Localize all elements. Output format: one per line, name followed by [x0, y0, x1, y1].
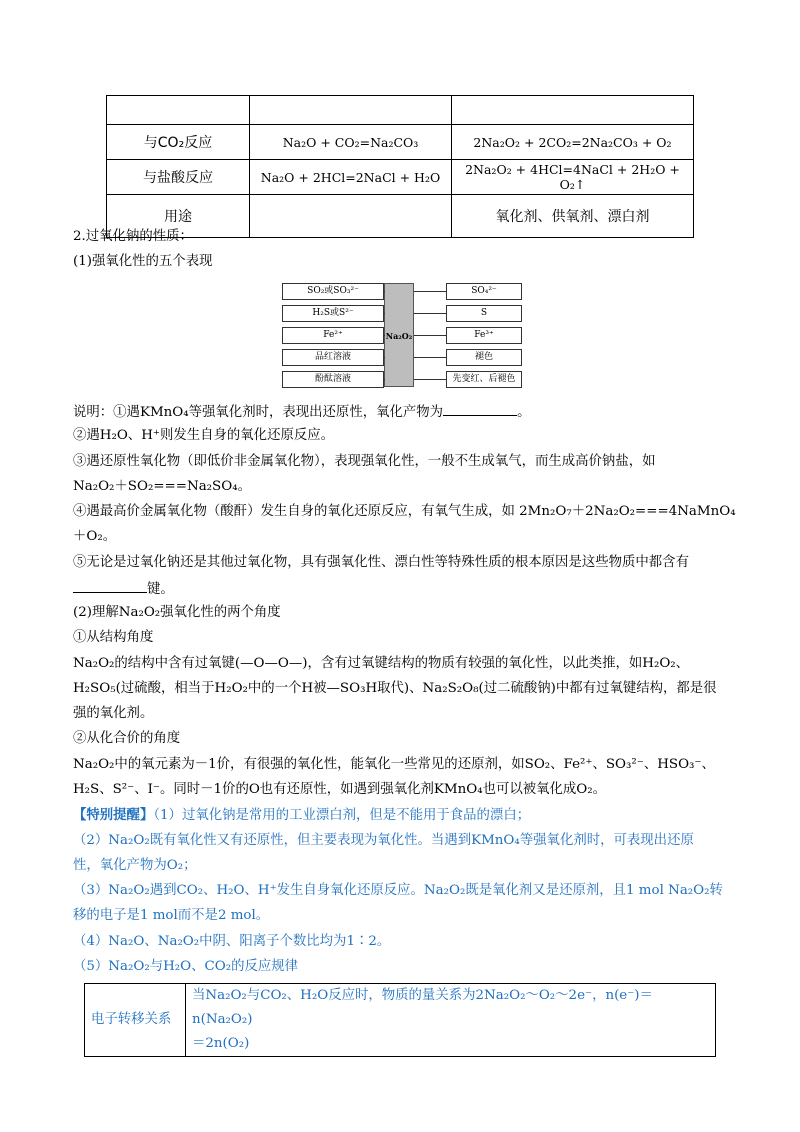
table-cell — [186, 984, 716, 1057]
table-cell — [452, 96, 694, 125]
note-text: 键。 — [147, 582, 174, 597]
paragraph-line: H₂S、S²⁻、I⁻。同时－1价的O也有还原性，如遇到强氧化剂KMnO₄也可以被氧化成O₂。 — [73, 782, 607, 797]
paragraph-line: 强的氧化剂。 — [73, 706, 154, 721]
table-row — [107, 160, 694, 195]
table-cell: 用途 — [107, 195, 250, 238]
table-cell: Na₂O + 2HCl=2NaCl + H₂O — [250, 160, 452, 195]
fill-blank — [443, 401, 517, 416]
diagram-right-box: 褪色 — [446, 349, 522, 366]
note-text: 。 — [517, 405, 531, 420]
table-row — [107, 125, 694, 160]
paragraph-heading: ①从结构角度 — [73, 630, 154, 645]
electron-transfer-table — [84, 983, 716, 1057]
diagram-right-box: S — [446, 305, 522, 322]
table-row — [107, 96, 694, 125]
diagram-left-box: SO₂或SO₃²⁻ — [282, 283, 384, 300]
oxidation-diagram — [282, 283, 522, 387]
diagram-right-box: 先变红、后褪色 — [446, 371, 522, 388]
diagram-center: Na₂O₂ — [384, 283, 414, 387]
table-cell: 2Na₂O₂ + 4HCl=4NaCl + 2H₂O + O₂↑ — [452, 160, 694, 195]
connector-line — [414, 357, 446, 358]
paragraph-heading: ②从化合价的角度 — [73, 731, 181, 746]
note-line — [73, 401, 733, 423]
tip-text: （1）过氧化钠是常用的工业漂白剂，但是不能用于食品的漂白； — [153, 808, 531, 823]
tip-line: 性，氧化产物为O₂； — [73, 858, 197, 873]
tip-line: （5）Na₂O₂与H₂O、CO₂的反应规律 — [73, 959, 299, 974]
tip-line: （2）Na₂O₂既有氧化性又有还原性，但主要表现为氧化性。当遇到KMnO₄等强氧化剂时，可表现出还原 — [73, 833, 694, 848]
note-line: ③遇还原性氧化物（即低价非金属氧化物），表现强氧化性，一般不生成氧气，而生成高价钠盐，如 — [73, 454, 656, 469]
tip-label: 【特别提醒】 — [73, 807, 154, 823]
connector-line — [414, 313, 446, 314]
connector-line — [383, 313, 385, 314]
diagram-left-box: 酚酞溶液 — [282, 371, 384, 388]
table-row — [85, 984, 716, 1057]
table-cell: 氧化剂、供氧剂、漂白剂 — [452, 195, 694, 238]
diagram-right-box: SO₄²⁻ — [446, 283, 522, 300]
subsection-title: (2)理解Na₂O₂强氧化性的两个角度 — [73, 605, 281, 620]
diagram-left-box: 品红溶液 — [282, 349, 384, 366]
note-line: ＋O₂。 — [73, 529, 117, 544]
section-title: 2.过氧化钠的性质： — [73, 229, 193, 244]
table-cell: Na₂O + CO₂=Na₂CO₃ — [250, 125, 452, 160]
table-cell: 与CO₂反应 — [107, 125, 250, 160]
note-line: Na₂O₂＋SO₂===Na₂SO₄。 — [73, 479, 251, 494]
tip-line: （3）Na₂O₂遇到CO₂、H₂O、H⁺发生自身氧化还原反应。Na₂O₂既是氧化剂又是还原剂，且1 mol Na₂O₂转 — [73, 883, 723, 898]
note-line: ②遇H₂O、H⁺则发生自身的氧化还原反应。 — [73, 428, 335, 443]
diagram-right-box: Fe³⁺ — [446, 327, 522, 344]
table-cell: 电子转移关系 — [85, 984, 186, 1057]
table-cell — [250, 96, 452, 125]
note-line: ⑤无论是过氧化钠还是其他过氧化物，具有强氧化性、漂白性等特殊性质的根本原因是这些物质中都含有 — [73, 555, 689, 570]
cell-line: ＝2n(O₂) — [192, 1036, 250, 1051]
connector-line — [383, 357, 385, 358]
tip-line: （4）Na₂O、Na₂O₂中阴、阳离子个数比均为1∶2。 — [73, 934, 391, 949]
connector-line — [383, 379, 385, 380]
connector-line — [383, 335, 385, 336]
paragraph-line: H₂SO₅(过硫酸，相当于H₂O₂中的一个H被—SO₃H取代)、Na₂S₂O₈(过二硫酸钠)中都有过氧键结构，都是很 — [73, 681, 717, 696]
paragraph-line: Na₂O₂的结构中含有过氧键(—O—O—)，含有过氧键结构的物质有较强的氧化性，以此类推，如H₂O₂、 — [73, 656, 690, 671]
table-cell — [107, 96, 250, 125]
cell-line: 当Na₂O₂与CO₂、H₂O反应时，物质的量关系为2Na₂O₂～O₂～2e⁻，n(e⁻)＝n(Na₂O₂) — [192, 988, 653, 1027]
table-cell: 2Na₂O₂ + 2CO₂=2Na₂CO₃ + O₂ — [452, 125, 694, 160]
paragraph-line: Na₂O₂中的氧元素为－1价，有很强的氧化性，能氧化一些常见的还原剂，如SO₂、Fe²⁺、SO₃²⁻、HSO₃⁻、 — [73, 757, 715, 772]
connector-line — [383, 291, 385, 292]
note-text: 说明：①遇KMnO₄等强氧化剂时，表现出还原性，氧化产物为 — [73, 405, 444, 420]
connector-line — [414, 379, 446, 380]
diagram-left-box: H₂S或S²⁻ — [282, 305, 384, 322]
table-cell: 与盐酸反应 — [107, 160, 250, 195]
connector-line — [414, 335, 446, 336]
tip-line: 移的电子是1 mol而不是2 mol。 — [73, 908, 270, 923]
connector-line — [414, 291, 446, 292]
subsection-title: (1)强氧化性的五个表现 — [73, 254, 213, 269]
note-line — [73, 578, 733, 600]
note-line: ④遇最高价金属氧化物（酸酐）发生自身的氧化还原反应，有氧气生成，如 2Mn₂O₇＋2Na₂O₂===4NaMnO₄ — [73, 504, 736, 519]
fill-blank — [73, 578, 147, 593]
comparison-table — [106, 95, 694, 238]
diagram-left-box: Fe²⁺ — [282, 327, 384, 344]
tip-line — [73, 805, 733, 826]
